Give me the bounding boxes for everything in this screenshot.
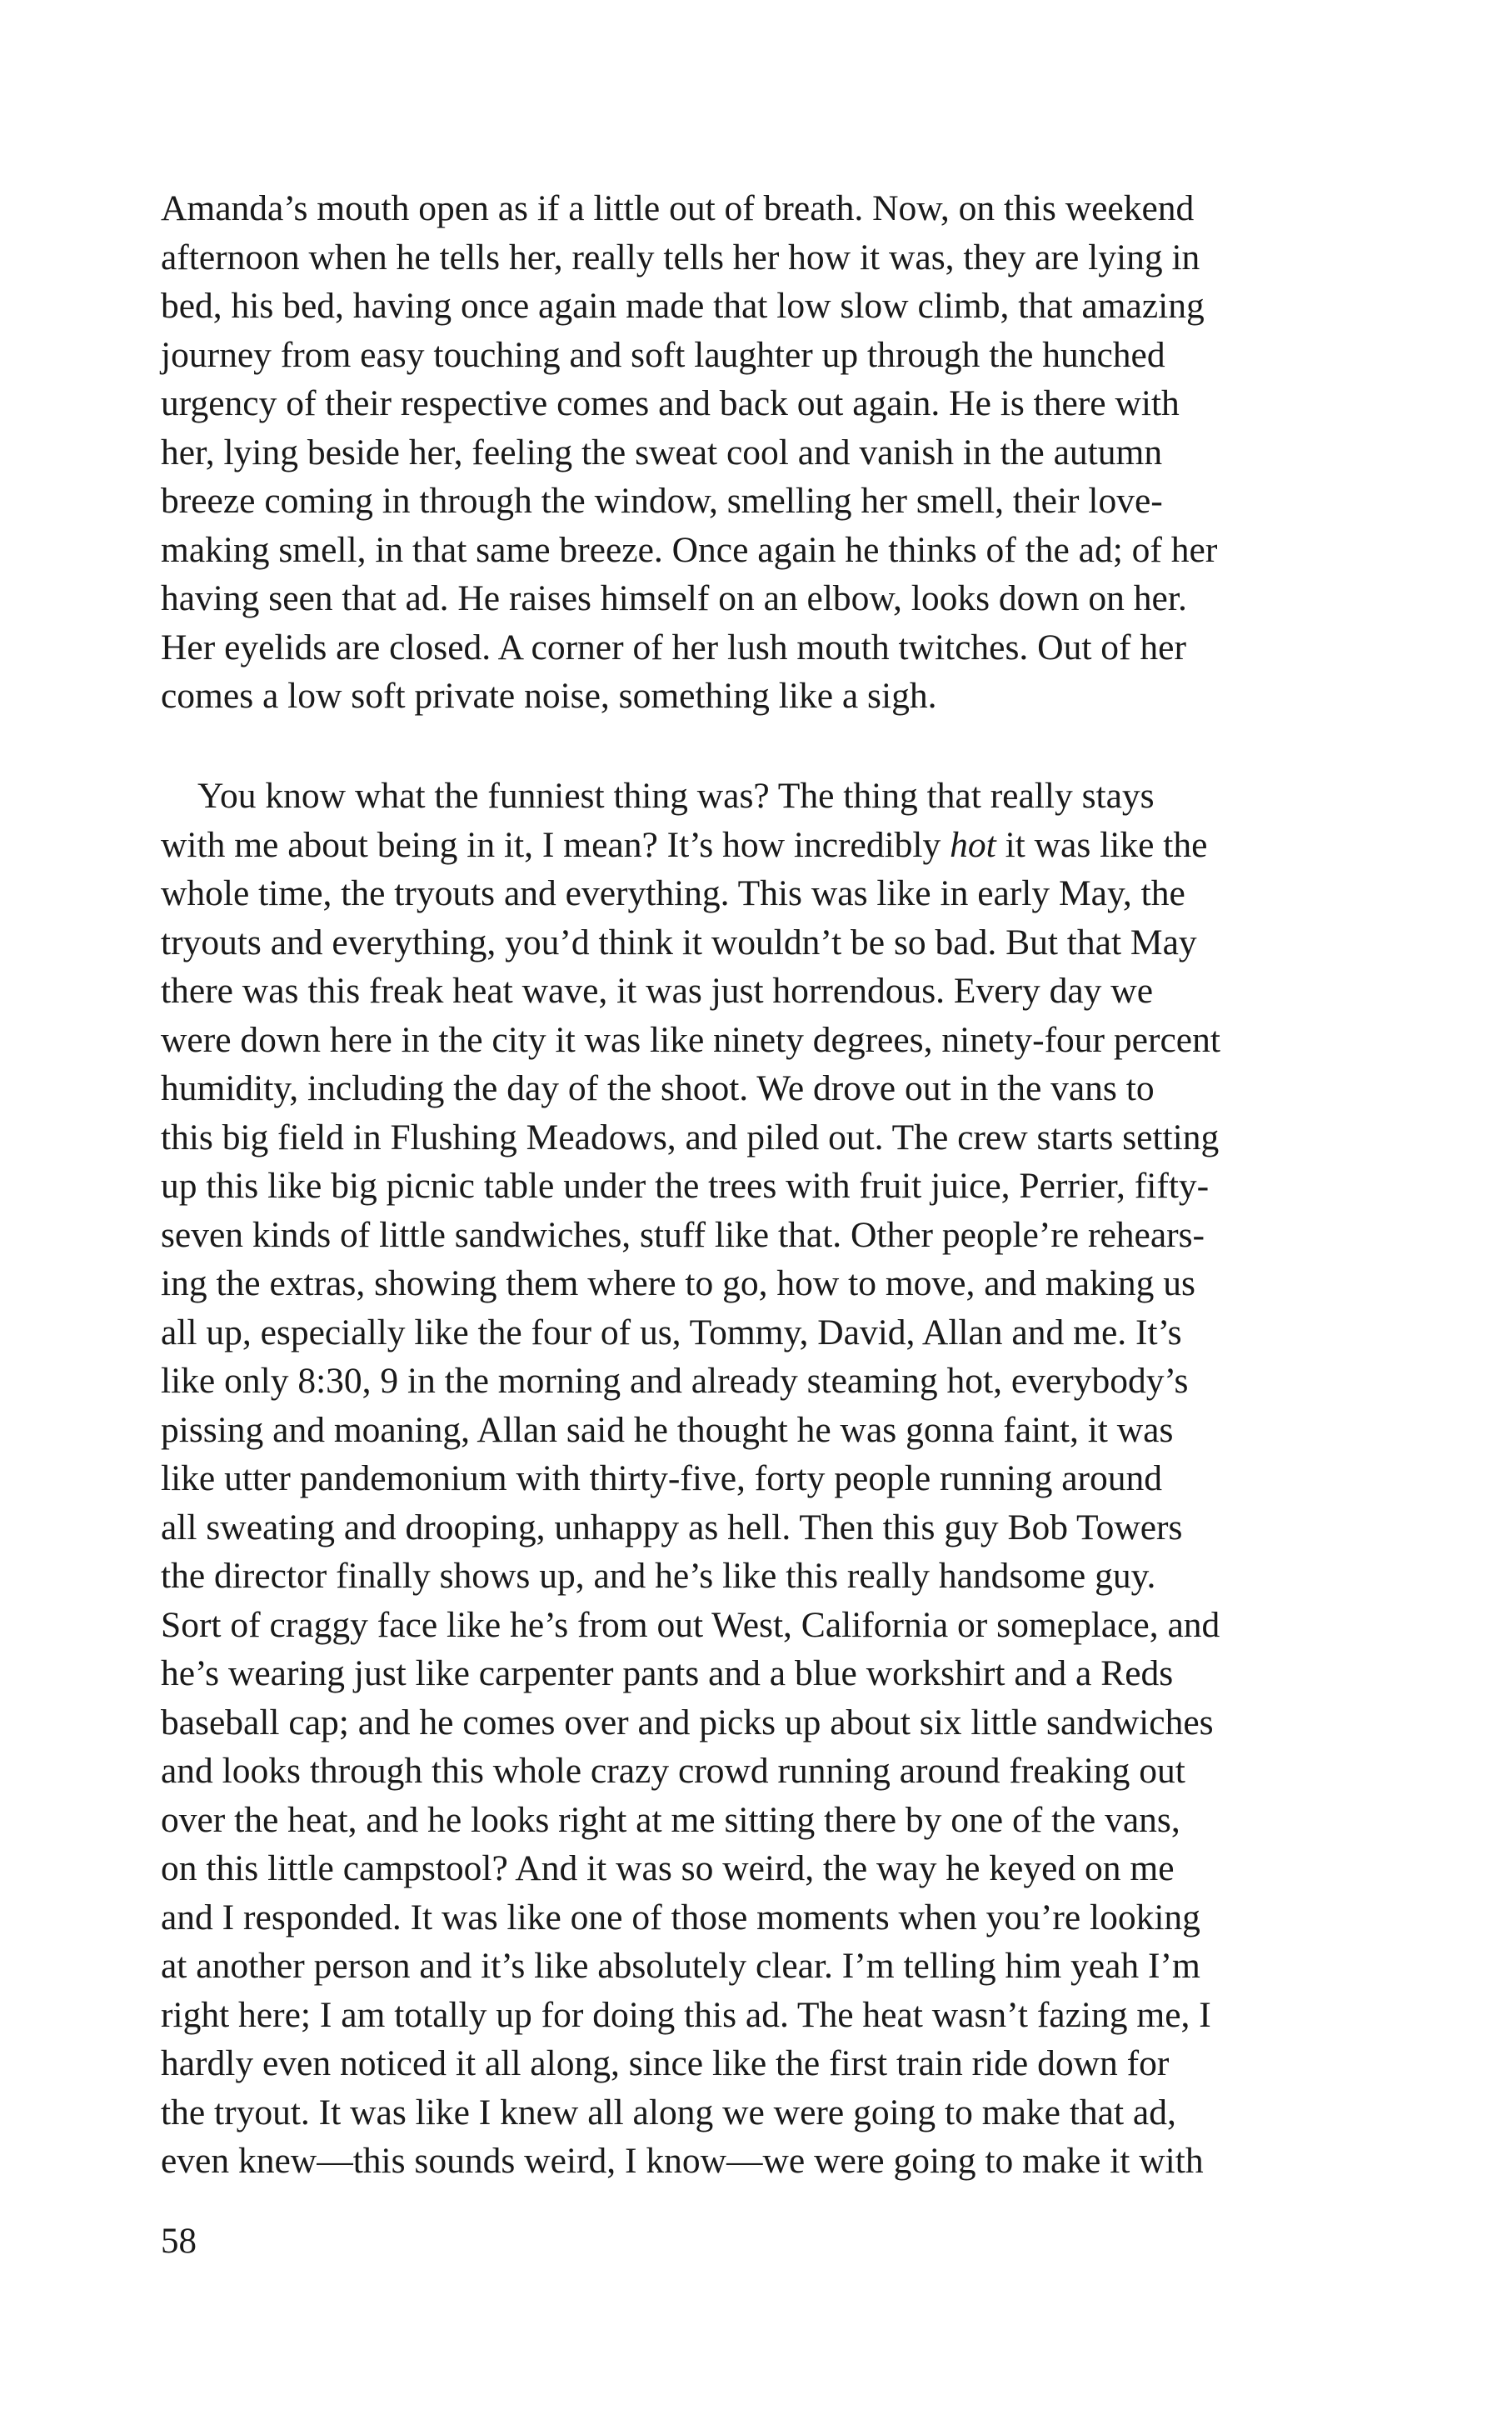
- text-line: urgency of their respective comes and back out again. He is there with: [161, 383, 1180, 423]
- text-line: right here; I am totally up for doing this ad. The heat wasn’t fazing me, I: [161, 1994, 1211, 2035]
- text-line: he’s wearing just like carpenter pants and a blue workshirt and a Reds: [161, 1653, 1174, 1693]
- paragraph-2: [161, 772, 1352, 2186]
- text-segment: with me about being in it, I mean? It’s how incredibly: [161, 824, 941, 865]
- text-line: making smell, in that same breeze. Once again he thinks of the ad; of her: [161, 529, 1218, 570]
- text-line: her, lying beside her, feeling the sweat cool and vanish in the autumn: [161, 432, 1163, 472]
- text-line: comes a low soft private noise, something like a sigh.: [161, 676, 937, 716]
- text-line: ing the extras, showing them where to go, how to move, and making us: [161, 1263, 1195, 1303]
- text-line: humidity, including the day of the shoot. We drove out in the vans to: [161, 1068, 1155, 1108]
- text-line: and I responded. It was like one of those moments when you’re looking: [161, 1897, 1200, 1938]
- text-line: Sort of craggy face like he’s from out West, California or someplace, and: [161, 1604, 1220, 1645]
- text-line: having seen that ad. He raises himself on an elbow, looks down on her.: [161, 578, 1187, 618]
- text-line: there was this freak heat wave, it was just horrendous. Every day we: [161, 971, 1154, 1011]
- text-segment: it was like the: [996, 824, 1208, 865]
- text-line: at another person and it’s like absolutely clear. I’m telling him yeah I’m: [161, 1946, 1200, 1986]
- text-line: all sweating and drooping, unhappy as hell. Then this guy Bob Towers: [161, 1507, 1183, 1548]
- page-number: 58: [161, 2222, 197, 2261]
- text-line: breeze coming in through the window, smelling her smell, their love-: [161, 481, 1163, 521]
- text-line: the director finally shows up, and he’s like this really handsome guy.: [161, 1556, 1156, 1596]
- text-line: Her eyelids are closed. A corner of her lush mouth twitches. Out of her: [161, 627, 1186, 668]
- text-line: afternoon when he tells her, really tells her how it was, they are lying in: [161, 237, 1200, 278]
- text-line: the tryout. It was like I knew all along we were going to make that ad,: [161, 2092, 1176, 2132]
- text-line: whole time, the tryouts and everything. This was like in early May, the: [161, 873, 1185, 913]
- italic-word: hot: [950, 824, 996, 865]
- text-line: journey from easy touching and soft laughter up through the hunched: [161, 334, 1165, 375]
- text-line: all up, especially like the four of us, Tommy, David, Allan and me. It’s: [161, 1312, 1182, 1352]
- text-line: bed, his bed, having once again made that low slow climb, that amazing: [161, 286, 1205, 326]
- text-line: over the heat, and he looks right at me sitting there by one of the vans,: [161, 1799, 1180, 1840]
- text-line: this big field in Flushing Meadows, and piled out. The crew starts setting: [161, 1117, 1220, 1158]
- text-line: seven kinds of little sandwiches, stuff like that. Other people’re rehears-: [161, 1214, 1205, 1255]
- text-line: up this like big picnic table under the trees with fruit juice, Perrier, fifty-: [161, 1166, 1210, 1206]
- text-line: on this little campstool? And it was so weird, the way he keyed on me: [161, 1848, 1175, 1888]
- text-line: baseball cap; and he comes over and picks up about six little sandwiches: [161, 1702, 1214, 1742]
- text-line: pissing and moaning, Allan said he thought he was gonna faint, it was: [161, 1409, 1174, 1450]
- text-line: and looks through this whole crazy crowd running around freaking out: [161, 1751, 1185, 1791]
- paragraph-1: [161, 184, 1352, 721]
- text-line: like only 8:30, 9 in the morning and already steaming hot, everybody’s: [161, 1361, 1189, 1401]
- text-line: like utter pandemonium with thirty-five, forty people running around: [161, 1458, 1163, 1498]
- text-line: Amanda’s mouth open as if a little out of breath. Now, on this weekend: [161, 188, 1195, 228]
- text-line: tryouts and everything, you’d think it wouldn’t be so bad. But that May: [161, 922, 1197, 962]
- text-line: You know what the funniest thing was? The thing that really stays: [197, 776, 1155, 816]
- text-line: were down here in the city it was like ninety degrees, ninety-four percent: [161, 1019, 1220, 1060]
- text-line: hardly even noticed it all along, since like the first train ride down for: [161, 2043, 1170, 2083]
- text-line: [161, 825, 1207, 865]
- text-line: even knew—this sounds weird, I know—we were going to make it with: [161, 2141, 1204, 2181]
